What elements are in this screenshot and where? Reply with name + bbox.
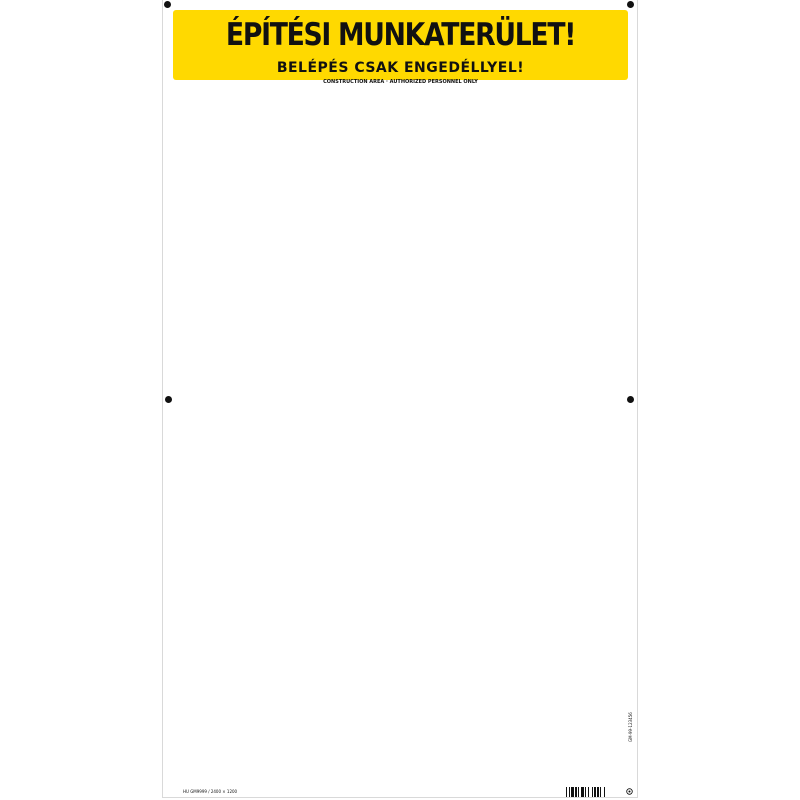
sign-title: ÉPÍTÉSI MUNKATERÜLET! xyxy=(225,17,576,53)
sign-note: CONSTRUCTION AREA · AUTHORIZED PERSONNEL ONLY xyxy=(323,79,478,85)
warning-band xyxy=(173,10,628,85)
barcode-bar xyxy=(571,787,574,797)
barcode-icon xyxy=(566,787,622,797)
barcode-bar xyxy=(575,787,577,797)
barcode-bar xyxy=(569,787,570,797)
side-product-code: GM-99-123456 xyxy=(628,712,633,742)
barcode-bar xyxy=(604,787,605,797)
edge-product-code: HU GM9999 / 2400 × 1200 xyxy=(183,789,238,794)
barcode-bar xyxy=(600,787,601,797)
barcode-bar xyxy=(566,787,567,797)
mounting-hole-middle-left xyxy=(165,396,172,403)
barcode-bar xyxy=(592,787,593,797)
barcode-bar xyxy=(597,787,599,797)
mounting-hole-middle-right xyxy=(627,396,634,403)
barcode-bar xyxy=(588,787,589,797)
barcode-bar xyxy=(578,787,579,797)
barcode-bar xyxy=(585,787,586,797)
sign-subtitle: BELÉPÉS CSAK ENGEDÉLLYEL! xyxy=(276,60,525,76)
certification-mark-icon xyxy=(626,788,633,795)
sign-panel xyxy=(162,0,638,798)
mounting-hole-top-left xyxy=(164,1,171,8)
barcode-bar xyxy=(594,787,596,797)
barcode-bar xyxy=(581,787,584,797)
mounting-hole-top-right xyxy=(627,1,634,8)
